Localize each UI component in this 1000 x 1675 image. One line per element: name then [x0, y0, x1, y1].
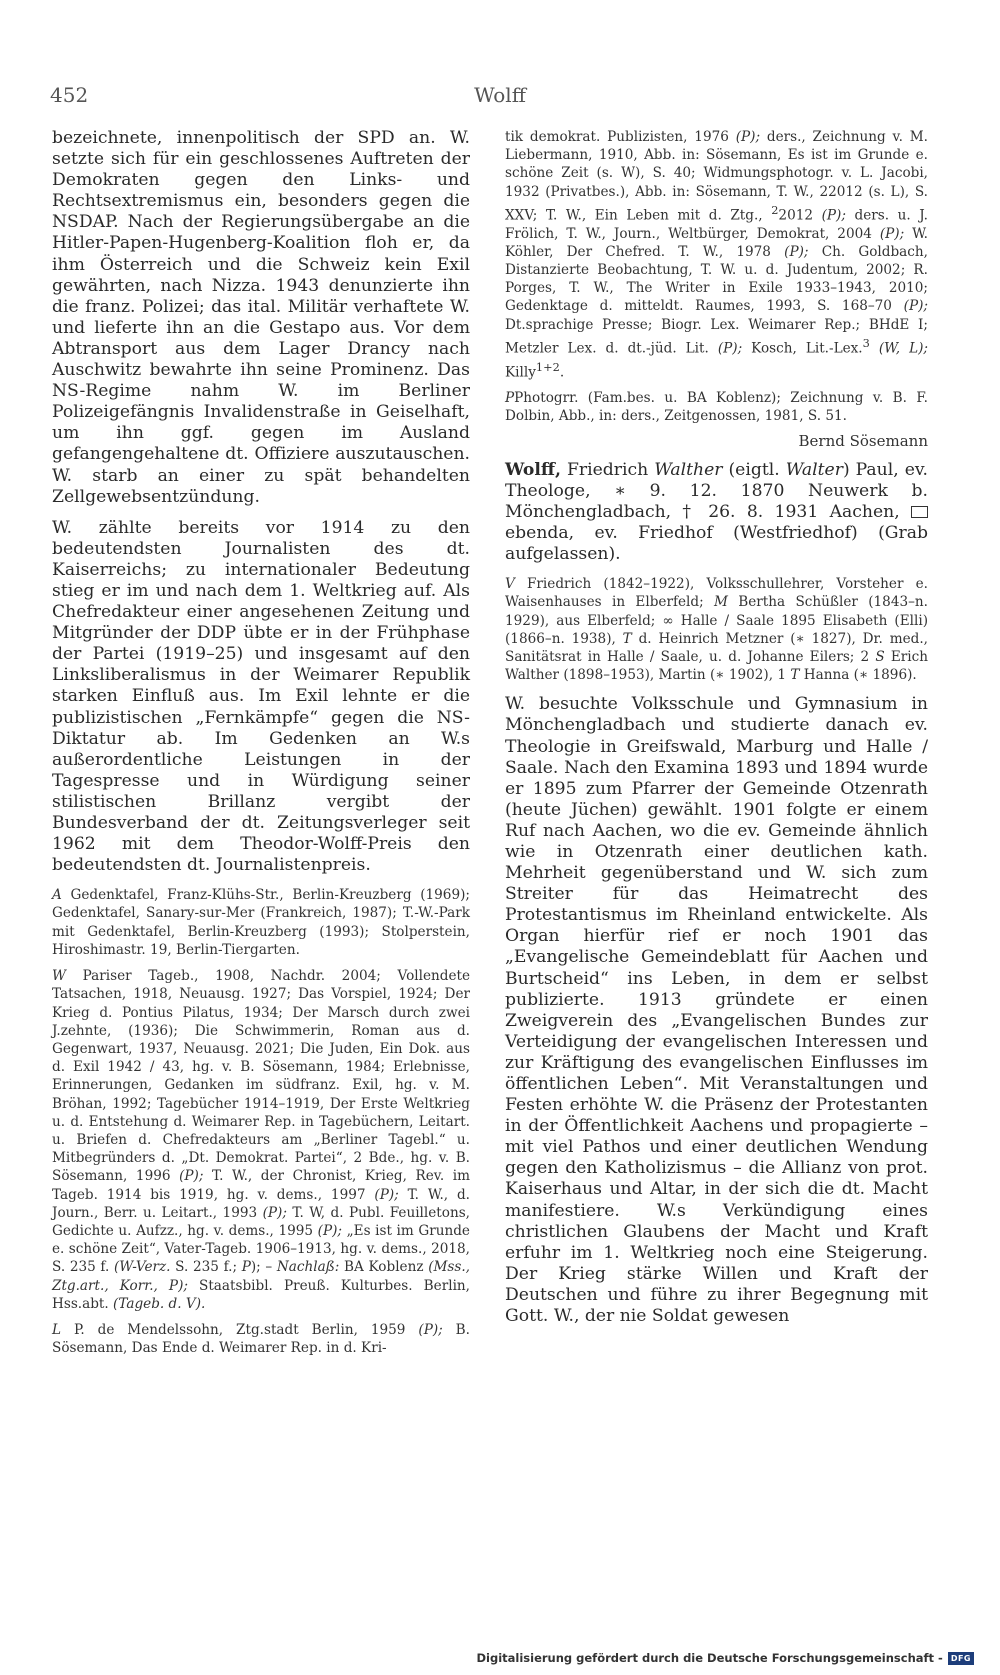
family-section — [505, 575, 928, 684]
literature-text: tik demokrat. Publizisten, 1976 — [505, 129, 736, 145]
literature-text: 2012 — [778, 207, 822, 224]
entry-heading — [505, 460, 928, 565]
literature-text: . — [559, 364, 565, 381]
grave-icon — [911, 506, 928, 518]
literature-text: (P); — [784, 243, 809, 260]
entry-text: Friedrich — [560, 459, 655, 480]
works-text: (P); — [374, 1186, 399, 1203]
footer-text: Digitalisierung gefördert durch die Deutsche Forschungsgemeinschaft - — [476, 1651, 943, 1665]
literature-text: W. Köhler, Der Chefred. T. W., 1978 — [505, 225, 928, 260]
entry-text: (eigtl. — [722, 459, 786, 480]
literature-text: P. de Mendelssohn, Ztg.stadt Berlin, 1959 — [61, 1321, 419, 1338]
works-text: (P); — [262, 1204, 287, 1221]
works-text: (P); — [179, 1168, 204, 1185]
entry-text: Walther — [654, 459, 723, 480]
works-text: (Tageb. d. V). — [113, 1295, 206, 1312]
section-label: A — [52, 887, 62, 904]
works-text: P — [241, 1259, 251, 1276]
superscript: 2 — [771, 202, 779, 217]
works-text: BA Koblenz — [339, 1259, 429, 1276]
works-text: Nachlaß: — [276, 1259, 340, 1276]
right-column — [505, 128, 928, 1327]
entry-text: ) Paul, ev. Theologe, ∗ 9. 12. 1870 Neuwerk b. Mönchengladbach, † 26. 8. 1931 Aachen, — [505, 459, 929, 522]
author-signature: Bernd Sösemann — [798, 431, 928, 450]
literature-text: ders. u. J. Frölich, T. W., Journ., Weltbürger, Demokrat, 2004 — [505, 207, 928, 242]
family-text: Hanna (∗ 1896). — [799, 667, 917, 684]
literature-section — [52, 1321, 470, 1357]
superscript: 1+2 — [535, 359, 560, 374]
family-text: Friedrich (1842–1922), Volksschullehrer, Vorsteher e. Waisenhauses in Elberfeld; — [505, 576, 928, 611]
section-label: P — [505, 390, 515, 407]
page-number: 452 — [50, 83, 89, 107]
section-label: W — [52, 968, 66, 985]
entry-name: Wolff, — [505, 459, 561, 480]
works-text: (Mss., Ztg.art., Korr., P); — [52, 1259, 471, 1294]
literature-text: (W, L); — [869, 340, 928, 357]
works-text: „Es ist im Grunde e. schöne Zeit“, Vater-Tageb. 1906–1913, hg. v. dems., 2018, S. 235 f. — [52, 1222, 470, 1276]
running-head: Wolff — [474, 83, 526, 107]
literature-text: (P); — [879, 225, 905, 242]
paragraph: bezeichnete, innenpolitisch der SPD an. W. setzte sich für ein geschlossenes Auftreten der Demokraten gegen den Links- und Rechtsextremismus ein, besonders gegen die NSDAP. Nach der Regierungsübergabe an die Hitler-Papen-Hugenberg-Koalition floh er, da ihm Österreich und die Schweiz kein Exil gewährten, nach Nizza. 1943 denunzierte ihn die franz. Polizei; das ital. Militär verhaftete W. und lieferte ihn an die Gestapo aus. Vor dem Abtransport aus dem Lager Drancy nach Auschwitz bewahrte ihn seine Prominenz. Das NS-Regime nahm W. im Berliner Polizeigefängnis Invalidenstraße in Geiselhaft, um ihn ggf. gegen im Ausland gefangengehaltene dt. Offiziere auszutauschen. W. starb an einer zu spät behandelten Zellgewebsentzündung. — [52, 128, 470, 507]
memorials-text: Gedenktafel, Franz-Klühs-Str., Berlin-Kreuzberg (1969); Gedenktafel, Sanary-sur-Mer (Frankreich, 1987); T.-W.-Park mit Gedenktafel, Berlin-Kreuzberg (1993); Stolperstein, Hiroshimastr. 19, Berlin-Tiergarten. — [52, 887, 470, 958]
portraits-text: Photogrr. (Fam.bes. u. BA Koblenz); Zeichnung v. B. F. Dolbin, Abb., in: ders., Zeitgenossen, 1981, S. 51. — [505, 390, 928, 425]
entry-text: ebenda, ev. Friedhof (Westfriedhof) (Grab aufgelassen). — [505, 522, 928, 565]
works-text: T. W, d. Publ. Feuilletons, Gedichte u. Aufzz., hg. v. dems., 1995 — [52, 1204, 470, 1239]
portraits-section — [505, 389, 928, 425]
works-text: Pariser Tageb., 1908, Nachdr. 2004; Vollendete Tatsachen, 1918, Neuausg. 1927; Das Vorspiel, 1924; Der Krieg d. Pontius Pilatus, 1934; Der Marsch durch zwei J.zehnte, (1936); Die Schwimmerin, Roman aus d. Gegenwart, 1937, Neuausg. 2021; Die Juden, Ein Dok. aus d. Exil 1942 / 43, hg. v. B. Sösemann, 1984; Erlebnisse, Erinnerungen, Gedanken im südfranz. Exil, hg. v. M. Bröhan, 1992; Tagebücher 1914–1919, Der Erste Weltkrieg u. d. Entstehung d. Weimarer Rep. in Tagebüchern, Leitart. u. Briefen d. Chefredakteurs am „Berliner Tagebl.“ u. Mitbegründers d. „Dt. Demokrat. Partei“, 2 Bde., hg. v. B. Sösemann, 1996 — [52, 968, 470, 1185]
literature-text: (P); — [903, 298, 928, 315]
works-text: ); – — [250, 1259, 277, 1276]
works-text: (W-Verz. — [113, 1259, 171, 1276]
literature-text: (P); — [717, 340, 743, 357]
literature-text: B. Sösemann, Das Ende d. Weimarer Rep. in d. Kri- — [52, 1321, 470, 1357]
family-text: d. Heinrich Metzner (∗ 1827), Dr. med., Sanitätsrat in Halle / Saale, u. d. Johanne Eilers; 2 — [505, 630, 928, 665]
family-text: Bertha Schüßler (1843–n. 1929), aus Elberfeld; ∞ Halle / Saale 1895 Elisabeth (Elli) (1866–n. 1938), — [505, 594, 928, 647]
literature-text: (P); — [821, 207, 846, 224]
superscript: 3 — [862, 335, 870, 350]
literature-text: Dt.sprachige Presse; Biogr. Lex. Weimarer Rep.; BHdE I; Metzler Lex. d. dt.-jüd. Lit. — [505, 316, 928, 357]
works-text: T. W., der Chronist, Krieg, Rev. im Tageb. 1914 bis 1919, hg. v. dems., 1997 — [52, 1168, 470, 1203]
literature-text: ders., Zeichnung v. M. Liebermann, 1910, Abb. in: Sösemann, Es ist im Grunde e. schöne Zeit (s. W), S. 40; Widmungsphotogr. v. L. Jacobi, 1932 (Privatbes.), Abb. in: Sösemann, T. W., 22012 (s. L), S. XXV; T. W., Ein Leben mit d. Ztg., — [505, 129, 928, 224]
works-text: T. W., d. Journ., Berr. u. Leitart., 1993 — [52, 1186, 470, 1221]
left-column — [52, 128, 470, 1357]
works-text: Staatsbibl. Preuß. Kulturbes. Berlin, Hss.abt. — [52, 1277, 470, 1312]
literature-text: Kosch, Lit.-Lex. — [742, 340, 863, 357]
literature-text: (P); — [735, 129, 761, 145]
family-text: Erich Walther (1898–1953), Martin (∗ 1902), 1 — [505, 648, 928, 684]
works-section — [52, 967, 470, 1313]
entry-text: Walter — [785, 459, 843, 480]
literature-text: (P); — [418, 1321, 443, 1338]
literature-text: Killy — [505, 364, 536, 381]
section-label: M — [714, 594, 728, 611]
literature-text: Ch. Goldbach, Distanzierte Beobachtung, T. W. u. d. Judentum, 2002; R. Porges, T. W., The Writer in Exile 1933–1943, 2010; Gedenktage d. mitteldt. Raumes, 1993, S. 168–70 — [505, 243, 928, 315]
memorials-section — [52, 886, 470, 959]
works-text: (P); — [317, 1222, 343, 1239]
dfg-logo: DFG — [948, 1652, 974, 1665]
section-label: L — [52, 1321, 62, 1338]
section-label: T — [790, 667, 800, 684]
paragraph: W. besuchte Volksschule und Gymnasium in Mönchengladbach und studierte danach ev. Theologie in Greifswald, Marburg und Halle / Saale. Nach den Examina 1893 und 1894 wurde er 1895 zum Pfarrer der Gemeinde Otzenrath (heute Jüchen) gewählt. 1901 folgte er einem Ruf nach Aachen, wo die ev. Gemeinde ähnlich wie in Otzenrath einer deutlichen kath. Mehrheit gegenüberstand und W. sich zum Streiter für das Heimatrecht des Protestantismus im Rheinland entwickelte. Als Organ hierfür rief er noch 1901 das „Evangelische Gemeindeblatt für Aachen und Burtscheid“ ins Leben, in dem er selbst publizierte. 1913 gründete er einen Zweigverein des „Evangelischen Bundes zur Verteidigung der evangelischen Interessen und zur Kräftigung des evangelischen Einflusses im öffentlichen Leben“. Mit Veranstaltungen und Festen erhöhte W. die Präsenz der Protestanten in der Öffentlichkeit Aachens und propagierte – mit viel Pathos und einer deutlichen Wendung gegen den Katholizismus – die Allianz von prot. Kaiserhaus und Altar, in der sich die dt. Macht manifestiere. W.s Verkündigung eines christlichen Glaubens der Macht und Kraft erfuhr im 1. Weltkrieg noch eine Steigerung. Der Krieg stärke Willen und Kraft der Deutschen und führe zu ihrer Begegnung mit Gott. W., der nie Soldat gewesen — [505, 694, 928, 1327]
footer — [476, 1651, 974, 1665]
works-text: S. 235 f.; — [170, 1259, 242, 1276]
literature-continued — [505, 128, 928, 381]
paragraph: W. zählte bereits vor 1914 zu den bedeutendsten Journalisten des dt. Kaiserreichs; zu internationaler Bedeutung stieg er im und nach dem 1. Weltkrieg auf. Als Chefredakteur einer angesehenen Zeitung und Mitgründer der DDP übte er in der Frühphase der Partei (1919–25) und insgesamt auf den Linksliberalismus in der Weimarer Republik starken Einfluß aus. Im Exil lehnte er die publizistischen „Fernkämpfe“ gegen die NS-Diktatur ab. Im Gedenken an W.s außerordentliche Leistungen in der Tagespresse und in Würdigung seiner stilistischen Brillanz vergibt der Bundesverband der dt. Zeitungsverleger seit 1962 mit dem Theodor-Wolff-Preis den bedeutendsten dt. Journalistenpreis. — [52, 517, 470, 876]
section-label: S — [875, 648, 885, 665]
section-label: T — [622, 630, 632, 647]
section-label: V — [505, 576, 515, 593]
